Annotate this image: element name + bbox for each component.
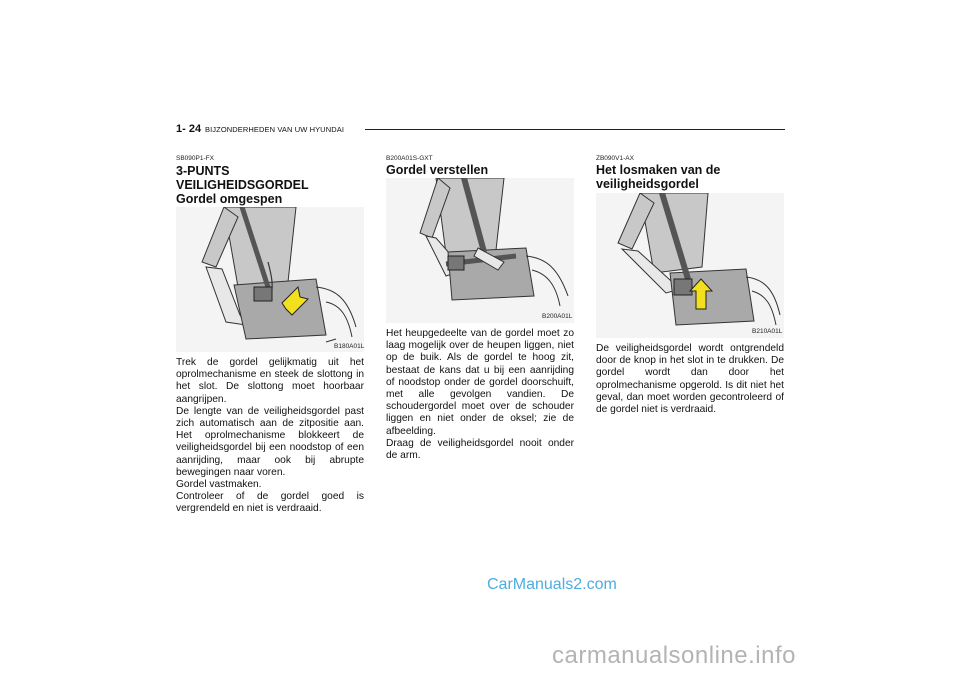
buckling-illustration bbox=[176, 207, 364, 352]
section-code-2: B200A01S-GXT bbox=[386, 155, 433, 162]
figure-label-2: B200A01L bbox=[542, 313, 573, 320]
section-title: BIJZONDERHEDEN VAN UW HYUNDAI bbox=[205, 125, 345, 134]
figure-adjusting bbox=[386, 178, 574, 323]
figure-label-3: B210A01L bbox=[752, 328, 783, 335]
section-code-1: SB090P1-FX bbox=[176, 155, 214, 162]
header-rule bbox=[365, 129, 785, 130]
heading-line: veiligheidsgordel bbox=[596, 177, 699, 191]
watermark-carmanuals2[interactable]: CarManuals2.com bbox=[487, 576, 617, 593]
heading-line: Gordel verstellen bbox=[386, 163, 489, 177]
page-number: 1- 24 bbox=[176, 123, 202, 135]
figure-release bbox=[596, 193, 784, 338]
heading-line: Gordel omgespen bbox=[176, 192, 283, 206]
body-text-1: Trek de gordel gelijkmatig uit het oprolmechanisme en steek de slottong in het slot. De slottong moet hoorbaar aangrijpen. De lengte van de veiligheidsgordel past zich automatisch aan de zitpositie aan. Het oprolmechanisme blokkeert de veiligheidsgordel bij een noodstop of een aanrijding, maar ook bij abrupte bewegingen naar voren. Gordel vastmaken. Controleer of de gordel goed is vergrendeld en niet is verdraaid. bbox=[176, 357, 364, 515]
adjusting-illustration bbox=[386, 178, 574, 323]
section-heading-2 bbox=[386, 163, 576, 177]
section-code-3: ZB090V1-AX bbox=[596, 155, 634, 162]
heading-line: Het losmaken van de bbox=[596, 163, 721, 177]
release-illustration bbox=[596, 193, 784, 338]
body-text-2: Het heupgedeelte van de gordel moet zo laag mogelijk over de heupen liggen, niet op de buik. Als de gordel te hoog zit, bestaat de kans dat u bij een aanrijding of noodstop onder de gordel doorschuift, met alle gevolgen vandien. De schoudergordel moet over de schouder liggen en niet onder de oksel; zie de afbeelding. Draag de veiligheidsgordel nooit onder de arm. bbox=[386, 328, 574, 462]
heading-line: VEILIGHEIDSGORDEL bbox=[176, 178, 309, 192]
body-text-3: De veiligheidsgordel wordt ontgrendeld door de knop in het slot in te drukken. De gordel wordt dan door het oprolmechanisme opgerold. Is dit niet het geval, dan moet worden gecontroleerd of de gordel niet is verdraaid. bbox=[596, 343, 784, 416]
figure-buckling bbox=[176, 207, 364, 352]
figure-label-1: B180A01L bbox=[334, 343, 365, 350]
section-heading-3 bbox=[596, 163, 786, 191]
section-heading-1 bbox=[176, 164, 366, 206]
watermark-carmanualsonline[interactable]: carmanualsonline.info bbox=[552, 642, 796, 669]
heading-line: 3-PUNTS bbox=[176, 164, 230, 178]
